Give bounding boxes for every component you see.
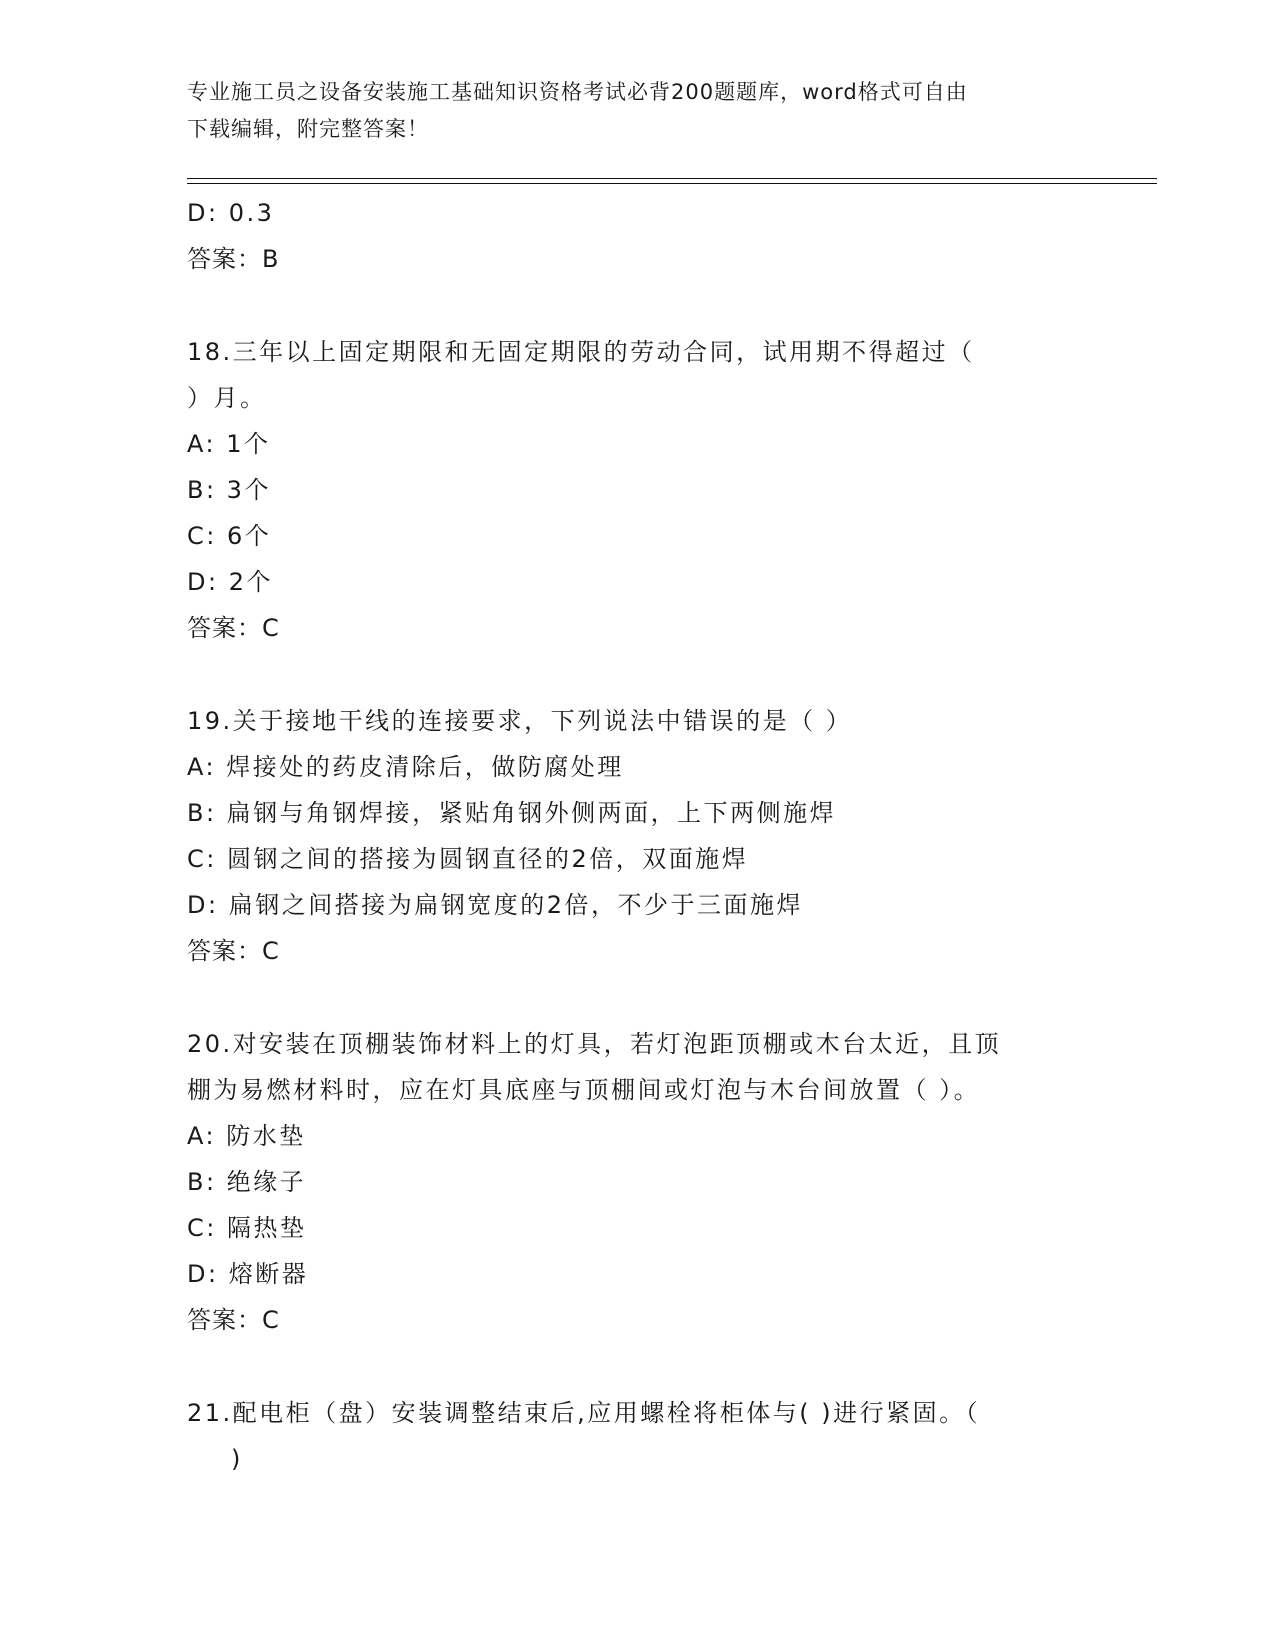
question-19 <box>187 698 1087 974</box>
question-stem-line: 20.对安装在顶棚装饰材料上的灯具，若灯泡距顶棚或木台太近，且顶 <box>187 1030 1002 1058</box>
option-d: D: 2个 <box>187 568 273 596</box>
header-divider-top <box>187 178 1157 179</box>
option-c: C: 6个 <box>187 522 272 550</box>
option-b: B: 扁钢与角钢焊接，紧贴角钢外侧两面，上下两侧施焊 <box>187 799 837 827</box>
question-content <box>187 190 1087 1482</box>
option-c: C: 圆钢之间的搭接为圆钢直径的2倍，双面施焊 <box>187 845 749 873</box>
prev-answer: 答案：B <box>187 245 280 273</box>
option-b: B: 3个 <box>187 476 271 504</box>
question-stem-line: 棚为易燃材料时，应在灯具底座与顶棚间或灯泡与木台间放置（ ）。 <box>187 1076 981 1104</box>
answer: 答案：C <box>187 937 280 965</box>
option-d: D: 熔断器 <box>187 1260 309 1288</box>
prev-option-d: D: 0.3 <box>187 199 275 227</box>
option-a: A: 防水垫 <box>187 1122 306 1150</box>
question-stem-line: ）月。 <box>187 384 267 412</box>
header-line-2: 下载编辑，附完整答案！ <box>187 117 429 141</box>
answer: 答案：C <box>187 1306 280 1334</box>
option-a: A: 1个 <box>187 430 271 458</box>
option-c: C: 隔热垫 <box>187 1214 307 1242</box>
option-b: B: 绝缘子 <box>187 1168 307 1196</box>
header-divider-bottom <box>187 183 1157 184</box>
question-18 <box>187 329 1087 651</box>
question-stem-line: 19.关于接地干线的连接要求，下列说法中错误的是（ ） <box>187 707 853 735</box>
question-stem-line: ) <box>231 1445 243 1473</box>
question-21 <box>187 1390 1087 1482</box>
document-header <box>187 74 1087 148</box>
option-d: D: 扁钢之间搭接为扁钢宽度的2倍，不少于三面施焊 <box>187 891 803 919</box>
answer: 答案：C <box>187 614 280 642</box>
header-line-1: 专业施工员之设备安装施工基础知识资格考试必背200题题库，word格式可自由 <box>187 80 968 104</box>
question-stem-line: 21.配电柜（盘）安装调整结束后,应用螺栓将柜体与( )进行紧固。（ <box>187 1399 981 1427</box>
question-20 <box>187 1021 1087 1343</box>
option-a: A: 焊接处的药皮清除后，做防腐处理 <box>187 753 624 781</box>
question-stem-line: 18.三年以上固定期限和无固定期限的劳动合同，试用期不得超过（ <box>187 338 975 366</box>
